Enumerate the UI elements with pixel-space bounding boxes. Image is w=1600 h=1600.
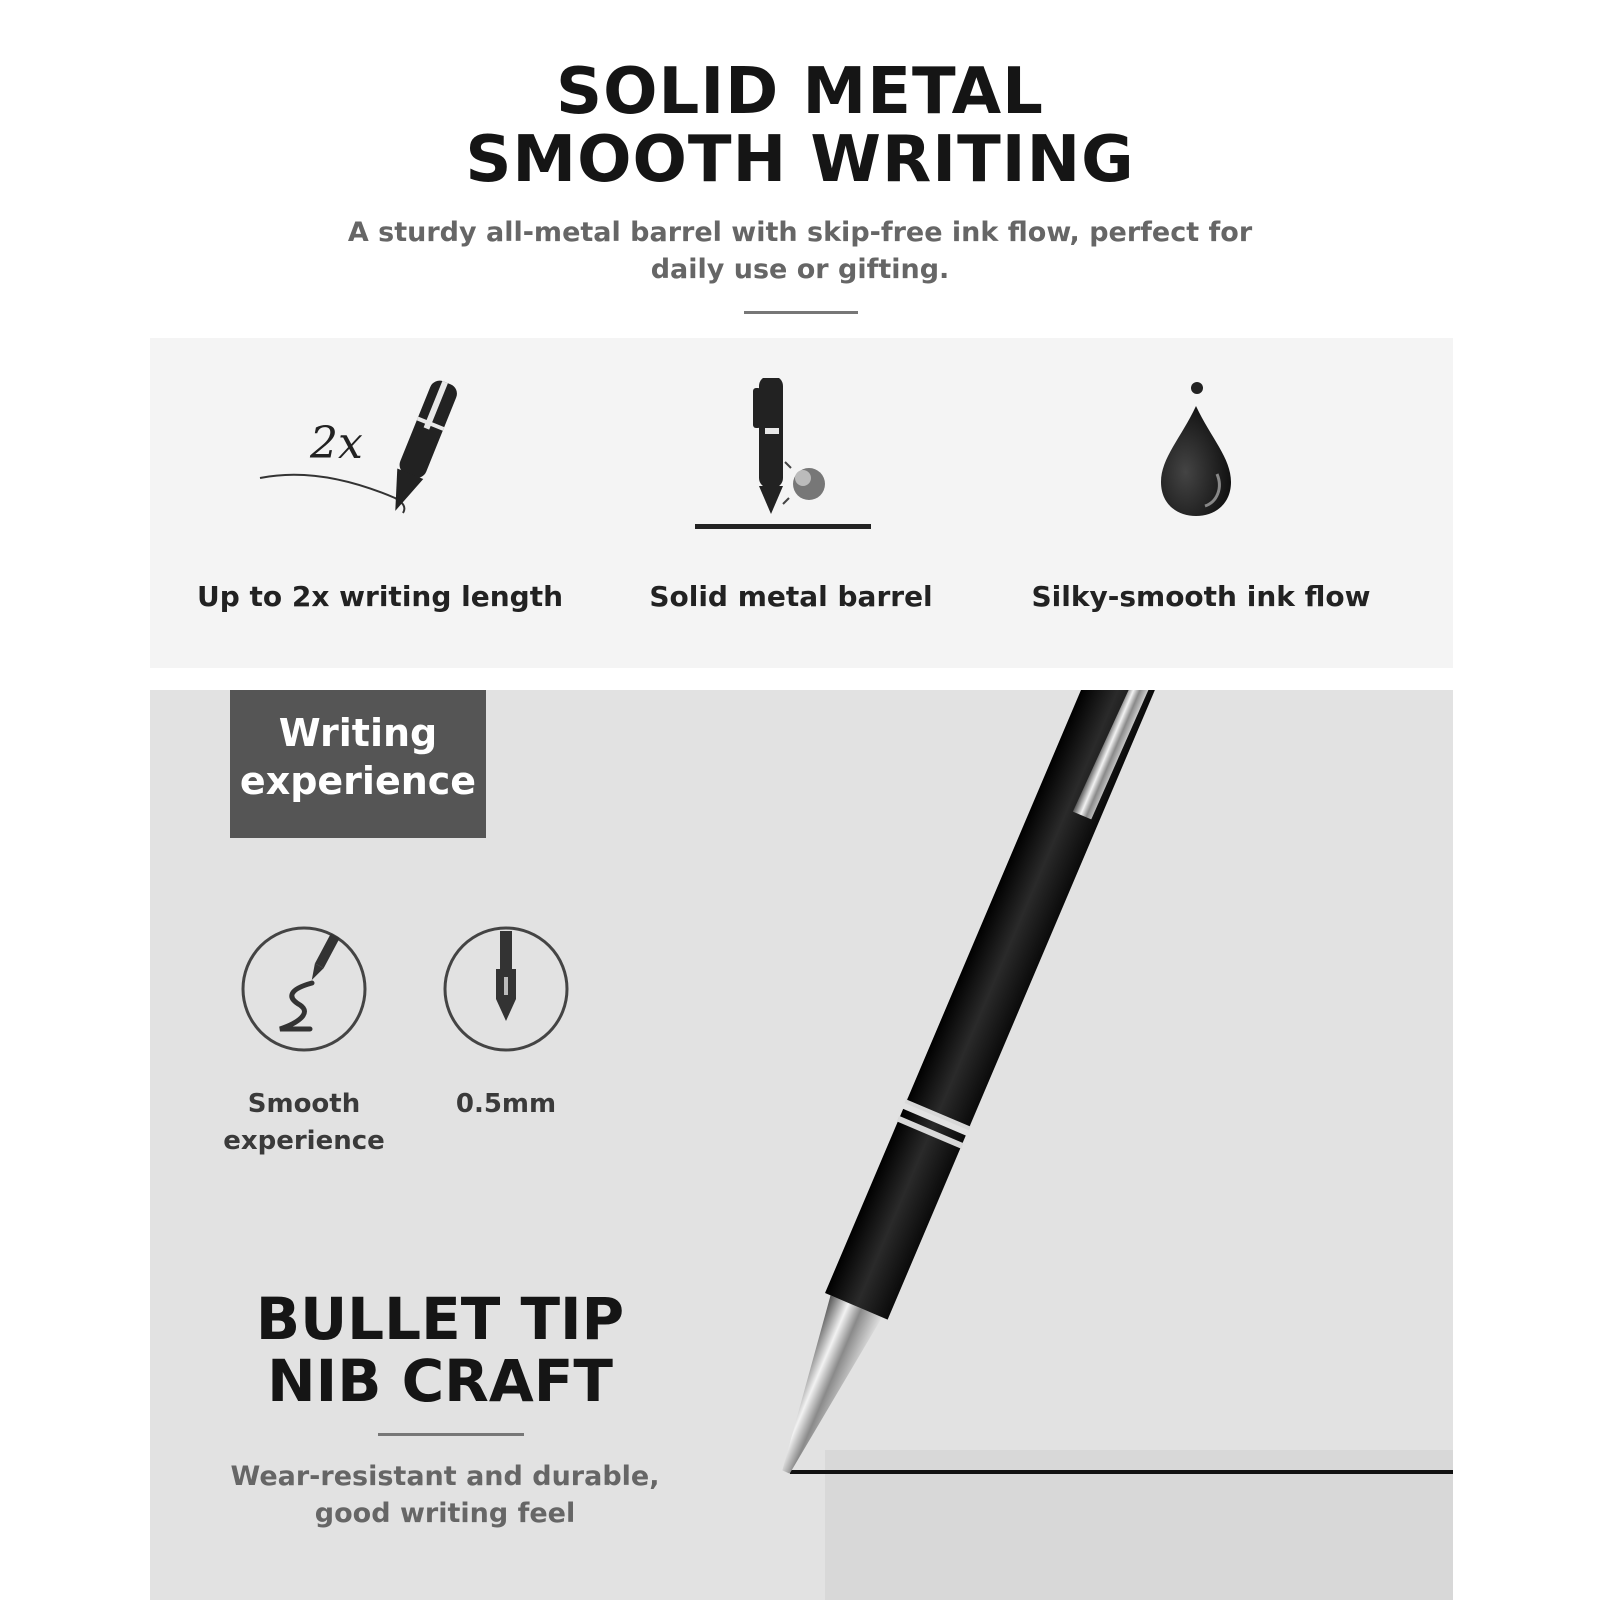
tip-sub-line-2: good writing feel	[314, 1498, 576, 1529]
subheadline-line-1: A sturdy all-metal barrel with skip-free ink flow, perfect for	[347, 217, 1253, 248]
subheadline-line-2: daily use or gifting.	[650, 254, 950, 285]
writing-experience-tag	[230, 690, 486, 838]
headline-line-2: SMOOTH WRITING	[465, 123, 1135, 197]
tip-sub-line-1: Wear-resistant and durable,	[230, 1461, 660, 1492]
bullet-tip-subtitle	[210, 1458, 680, 1532]
ink-drop-icon	[991, 378, 1411, 538]
headline-line-1: SOLID METAL	[556, 55, 1044, 129]
tip-divider	[378, 1433, 524, 1436]
bullet-tip-title	[230, 1285, 650, 1415]
feature-label: Silky-smooth ink flow	[1031, 580, 1371, 613]
writing-experience-panel	[150, 690, 1453, 1600]
spec-label-size	[420, 1086, 592, 1123]
tip-title-line-1: BULLET TIP	[255, 1285, 625, 1353]
feature-label: Solid metal barrel	[649, 580, 933, 613]
pen-tip-icon	[442, 925, 570, 1053]
two-x-mark: 2x	[310, 418, 363, 469]
features-band	[150, 338, 1453, 668]
spec-label-line-2: experience	[223, 1126, 385, 1156]
feature-metal-barrel	[581, 338, 1001, 668]
header-divider	[744, 311, 858, 314]
tag-line-1: Writing	[278, 711, 438, 755]
pen-barrel	[907, 690, 1169, 1126]
spec-label-line-1: Smooth	[247, 1089, 361, 1119]
tag-line-2: experience	[239, 759, 477, 803]
feature-label: Up to 2x writing length	[196, 580, 564, 613]
feature-writing-length	[170, 338, 590, 668]
pen-impact-icon	[581, 378, 1001, 538]
squiggle-writing-icon	[240, 925, 368, 1053]
spec-label-smooth	[198, 1086, 410, 1160]
pen-writing-2x-icon	[170, 378, 590, 538]
spec-label-line-1: 0.5mm	[455, 1089, 557, 1119]
tip-title-line-2: NIB CRAFT	[267, 1347, 613, 1415]
feature-ink-flow	[991, 338, 1411, 668]
subheadline	[330, 214, 1270, 288]
headline	[0, 55, 1600, 197]
